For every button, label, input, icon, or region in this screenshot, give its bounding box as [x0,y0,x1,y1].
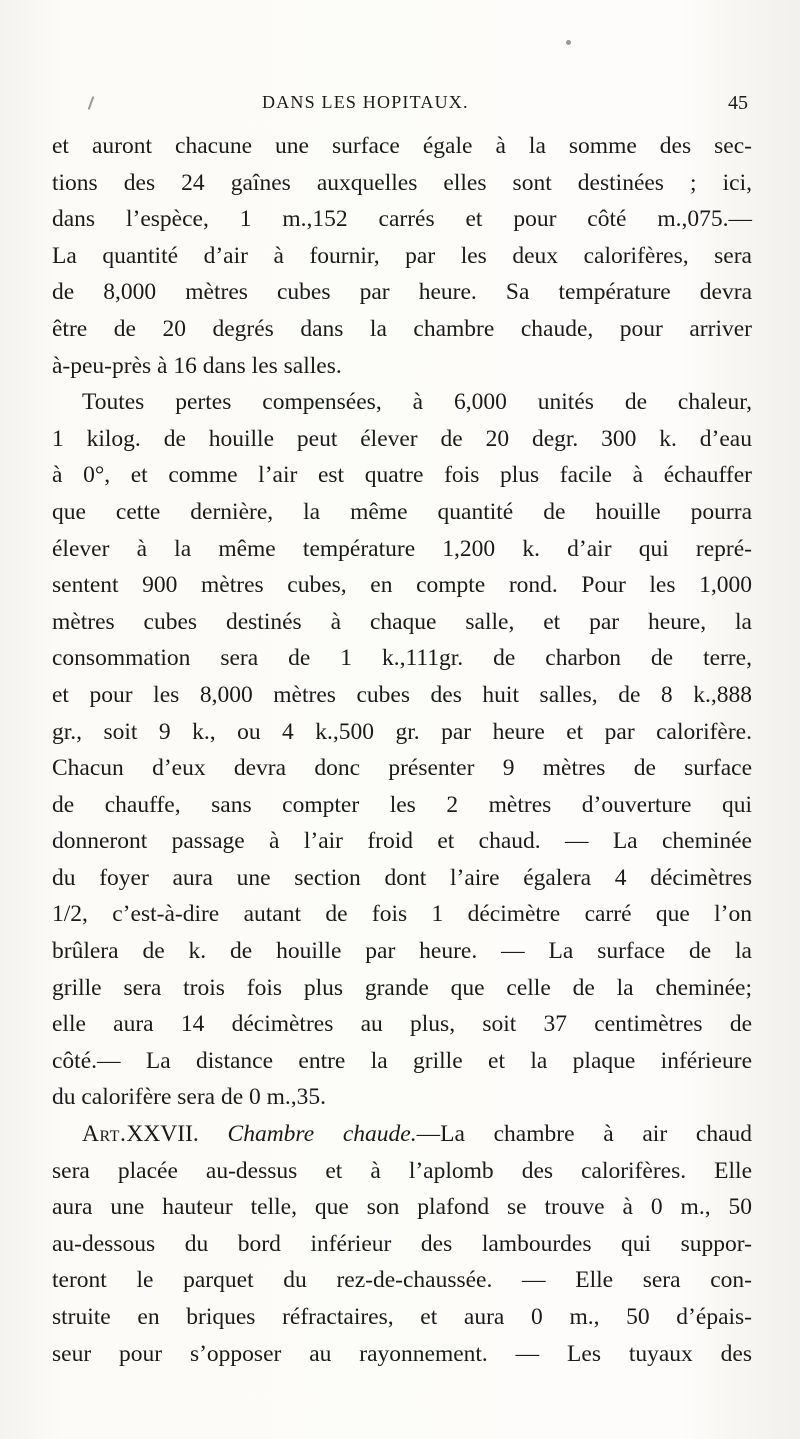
text-line: côté.— La distance entre la grille et la plaque inférieure [52,1047,752,1074]
text-line: et pour les 8,000 mètres cubes des huit salles, de 8 k.,888 [52,681,752,708]
text-line: teront le parquet du rez-de-chaussée. — Elle sera con- [52,1267,752,1294]
text-line: sentent 900 mètres cubes, en compte rond. Pour les 1,000 [52,572,752,599]
running-head: DANS LES HOPITAUX. [262,92,469,112]
text-line: aura une hauteur telle, que son plafond se trouve à 0 m., 50 [52,1194,752,1221]
text-line: Toutes pertes compensées, à 6,000 unités de chaleur, [82,389,752,416]
text-line: et auront chacune une surface égale à la somme des sec- [52,133,752,159]
text-line: Chacun d’eux devra donc présenter 9 mètres de surface [52,755,752,782]
page-number: 45 [728,92,748,114]
text-line: de 8,000 mètres cubes par heure. Sa température devra [52,279,752,306]
text-line: 1 kilog. de houille peut élever de 20 degr. 300 k. d’eau [52,425,752,452]
text-line: élever à la même température 1,200 k. d’air qui repré- [52,535,752,562]
article-text: —La chambre à air chaud [416,1121,752,1148]
text-line: brûlera de k. de houille par heure. — La surface de la [52,938,752,965]
text-line: donneront passage à l’air froid et chaud. — La cheminée [52,828,752,855]
article-number: XXVII. [126,1121,199,1148]
text-line: que cette dernière, la même quantité de houille pourra [52,498,752,525]
body-text [52,128,752,1372]
text-line: grille sera trois fois plus grande que celle de la cheminée; [52,974,752,1001]
text-line: gr., soit 9 k., ou 4 k.,500 gr. par heure et par calorifère. [52,718,752,745]
text-line: mètres cubes destinés à chaque salle, et par heure, la [52,608,752,635]
text-line: La quantité d’air à fournir, par les deux calorifères, sera [52,242,752,269]
text-line: être de 20 degrés dans la chambre chaude, pour arriver [52,315,752,342]
text-line: de chauffe, sans compter les 2 mètres d’ouverture qui [52,791,752,818]
text-line: à-peu-près à 16 dans les salles. [52,352,342,379]
ink-speck [566,40,571,45]
article-title: Chambre chaude. [227,1121,417,1148]
text-line: elle aura 14 décimètres au plus, soit 37 centimètres de [52,1011,752,1038]
article-heading-line [52,1116,752,1153]
text-line: du foyer aura une section dont l’aire égalera 4 décimètres [52,864,752,891]
text-line: dans l’espèce, 1 m.,152 carrés et pour côté m.,075.— [52,206,752,233]
text-line: sera placée au-dessus et à l’aplomb des calorifères. Elle [52,1157,752,1184]
text-line: du calorifère sera de 0 m.,35. [52,1084,327,1111]
text-line: à 0°, et comme l’air est quatre fois plus facile à échauffer [52,462,752,489]
article-label: Art. [82,1121,127,1148]
page-header [60,92,752,128]
text-line: seur pour s’opposer au rayonnement. — Les tuyaux des [52,1340,752,1367]
text-line: struite en briques réfractaires, et aura 0 m., 50 d’épais- [52,1304,752,1330]
text-line: au-dessous du bord inférieur des lambourdes qui suppor- [52,1230,752,1257]
text-line: 1/2, c’est-à-dire autant de fois 1 décimètre carré que l’on [52,901,752,928]
text-line: consommation sera de 1 k.,111gr. de charbon de terre, [52,645,752,672]
text-line: tions des 24 gaînes auxquelles elles sont destinées ; ici, [52,169,752,196]
